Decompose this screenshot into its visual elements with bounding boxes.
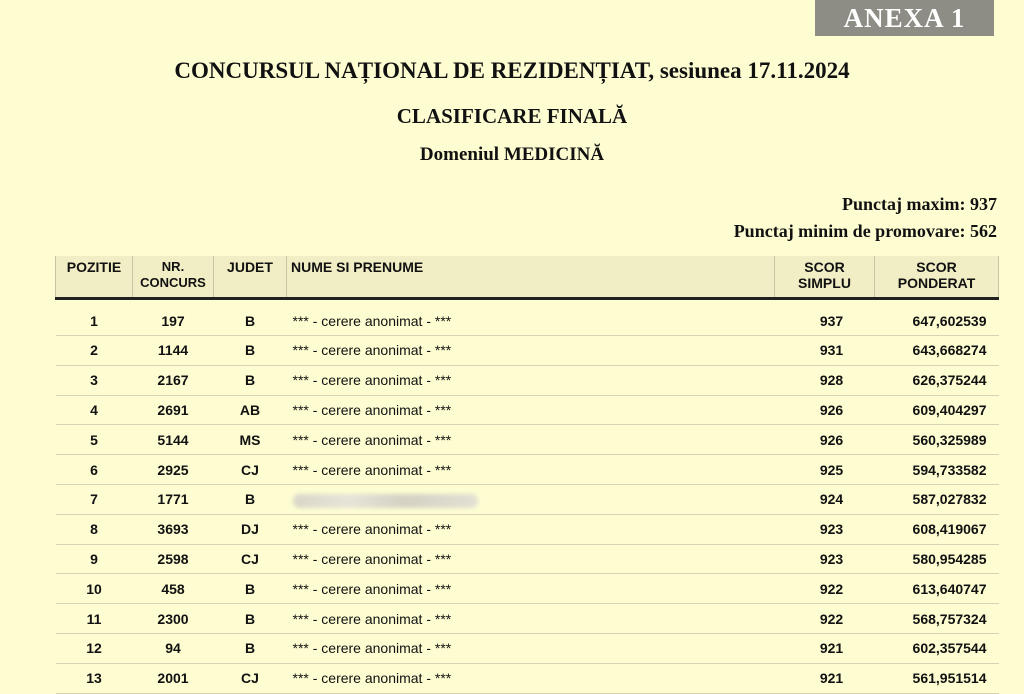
- cell-scor-ponderat: 594,733582: [875, 455, 999, 485]
- table-row: [56, 336, 999, 366]
- document-subtitle: CLASIFICARE FINALĂ: [396, 104, 628, 128]
- cell-nr-concurs: 2167: [133, 365, 214, 395]
- max-score: Punctaj maxim: 937: [842, 194, 997, 214]
- header-scor-simplu: SCOR SIMPLU: [775, 256, 875, 299]
- cell-judet: B: [214, 336, 287, 366]
- cell-nume: [287, 484, 775, 514]
- cell-nume: *** - cerere anonimat - ***: [287, 544, 775, 574]
- cell-nr-concurs: 2925: [133, 455, 214, 485]
- cell-judet: B: [214, 633, 287, 663]
- document-title: CONCURSUL NAȚIONAL DE REZIDENȚIAT, sesiunea 17.11.2024: [174, 58, 850, 83]
- header-nume: NUME SI PRENUME: [287, 256, 775, 299]
- cell-pozitie: 11: [56, 604, 133, 634]
- cell-scor-ponderat: 602,357544: [875, 633, 999, 663]
- cell-judet: B: [214, 604, 287, 634]
- cell-scor-simplu: 925: [775, 455, 875, 485]
- cell-nume: *** - cerere anonimat - ***: [287, 455, 775, 485]
- cell-scor-ponderat: 587,027832: [875, 484, 999, 514]
- cell-pozitie: 6: [56, 455, 133, 485]
- redacted-name: [293, 494, 478, 508]
- table-row: [56, 365, 999, 395]
- header-nr-concurs: NR. CONCURS: [133, 256, 214, 299]
- table-row: [56, 604, 999, 634]
- cell-judet: B: [214, 299, 287, 336]
- cell-nr-concurs: 458: [133, 574, 214, 604]
- cell-scor-simplu: 921: [775, 663, 875, 693]
- cell-judet: B: [214, 365, 287, 395]
- table-row: [56, 514, 999, 544]
- cell-nr-concurs: 2300: [133, 604, 214, 634]
- cell-scor-ponderat: 643,668274: [875, 336, 999, 366]
- cell-pozitie: 13: [56, 663, 133, 693]
- table-row: [56, 299, 999, 336]
- cell-judet: CJ: [214, 544, 287, 574]
- cell-pozitie: 10: [56, 574, 133, 604]
- cell-nr-concurs: 2598: [133, 544, 214, 574]
- cell-scor-simplu: 937: [775, 299, 875, 336]
- cell-pozitie: 3: [56, 365, 133, 395]
- cell-scor-ponderat: 647,602539: [875, 299, 999, 336]
- cell-scor-ponderat: 613,640747: [875, 574, 999, 604]
- cell-nr-concurs: 2001: [133, 663, 214, 693]
- cell-nr-concurs: 1771: [133, 484, 214, 514]
- cell-pozitie: 1: [56, 299, 133, 336]
- cell-nr-concurs: 197: [133, 299, 214, 336]
- annex-label: ANEXA 1: [815, 0, 994, 36]
- cell-scor-simplu: 926: [775, 395, 875, 425]
- cell-nr-concurs: 3693: [133, 514, 214, 544]
- cell-judet: AB: [214, 395, 287, 425]
- cell-pozitie: 2: [56, 336, 133, 366]
- cell-scor-simplu: 922: [775, 604, 875, 634]
- cell-nume: *** - cerere anonimat - ***: [287, 514, 775, 544]
- cell-judet: MS: [214, 425, 287, 455]
- cell-scor-ponderat: 609,404297: [875, 395, 999, 425]
- cell-nume: *** - cerere anonimat - ***: [287, 336, 775, 366]
- domain-label: Domeniul MEDICINĂ: [419, 144, 605, 165]
- cell-nume: *** - cerere anonimat - ***: [287, 299, 775, 336]
- header-pozitie: POZITIE: [56, 256, 133, 299]
- cell-scor-ponderat: 561,951514: [875, 663, 999, 693]
- header-judet: JUDET: [214, 256, 287, 299]
- cell-scor-ponderat: 580,954285: [875, 544, 999, 574]
- table-header-row: [56, 256, 999, 299]
- cell-judet: B: [214, 574, 287, 604]
- cell-nr-concurs: 2691: [133, 395, 214, 425]
- cell-scor-simplu: 923: [775, 544, 875, 574]
- cell-pozitie: 4: [56, 395, 133, 425]
- table-row: [56, 395, 999, 425]
- table-row: [56, 633, 999, 663]
- cell-nume: *** - cerere anonimat - ***: [287, 365, 775, 395]
- cell-scor-simplu: 924: [775, 484, 875, 514]
- cell-scor-simplu: 928: [775, 365, 875, 395]
- cell-pozitie: 8: [56, 514, 133, 544]
- table-row: [56, 574, 999, 604]
- cell-pozitie: 7: [56, 484, 133, 514]
- cell-nume: *** - cerere anonimat - ***: [287, 425, 775, 455]
- cell-judet: CJ: [214, 663, 287, 693]
- cell-scor-simplu: 922: [775, 574, 875, 604]
- cell-nr-concurs: 94: [133, 633, 214, 663]
- cell-scor-ponderat: 608,419067: [875, 514, 999, 544]
- table-row: [56, 455, 999, 485]
- cell-nume: *** - cerere anonimat - ***: [287, 574, 775, 604]
- table-row: [56, 544, 999, 574]
- cell-scor-simplu: 926: [775, 425, 875, 455]
- table-row: [56, 663, 999, 693]
- min-passing-score: Punctaj minim de promovare: 562: [733, 221, 997, 241]
- cell-scor-ponderat: 626,375244: [875, 365, 999, 395]
- table-row: [56, 484, 999, 514]
- cell-judet: DJ: [214, 514, 287, 544]
- cell-scor-simplu: 931: [775, 336, 875, 366]
- cell-nr-concurs: 1144: [133, 336, 214, 366]
- cell-nume: *** - cerere anonimat - ***: [287, 395, 775, 425]
- cell-scor-simplu: 923: [775, 514, 875, 544]
- cell-pozitie: 5: [56, 425, 133, 455]
- cell-scor-ponderat: 560,325989: [875, 425, 999, 455]
- cell-scor-ponderat: 568,757324: [875, 604, 999, 634]
- cell-judet: B: [214, 484, 287, 514]
- header-scor-ponderat: SCOR PONDERAT: [875, 256, 999, 299]
- cell-pozitie: 9: [56, 544, 133, 574]
- cell-nume: *** - cerere anonimat - ***: [287, 663, 775, 693]
- cell-nr-concurs: 5144: [133, 425, 214, 455]
- table-row: [56, 425, 999, 455]
- cell-nume: *** - cerere anonimat - ***: [287, 604, 775, 634]
- cell-nume: *** - cerere anonimat - ***: [287, 633, 775, 663]
- ranking-table: [55, 256, 999, 694]
- cell-pozitie: 12: [56, 633, 133, 663]
- cell-scor-simplu: 921: [775, 633, 875, 663]
- cell-judet: CJ: [214, 455, 287, 485]
